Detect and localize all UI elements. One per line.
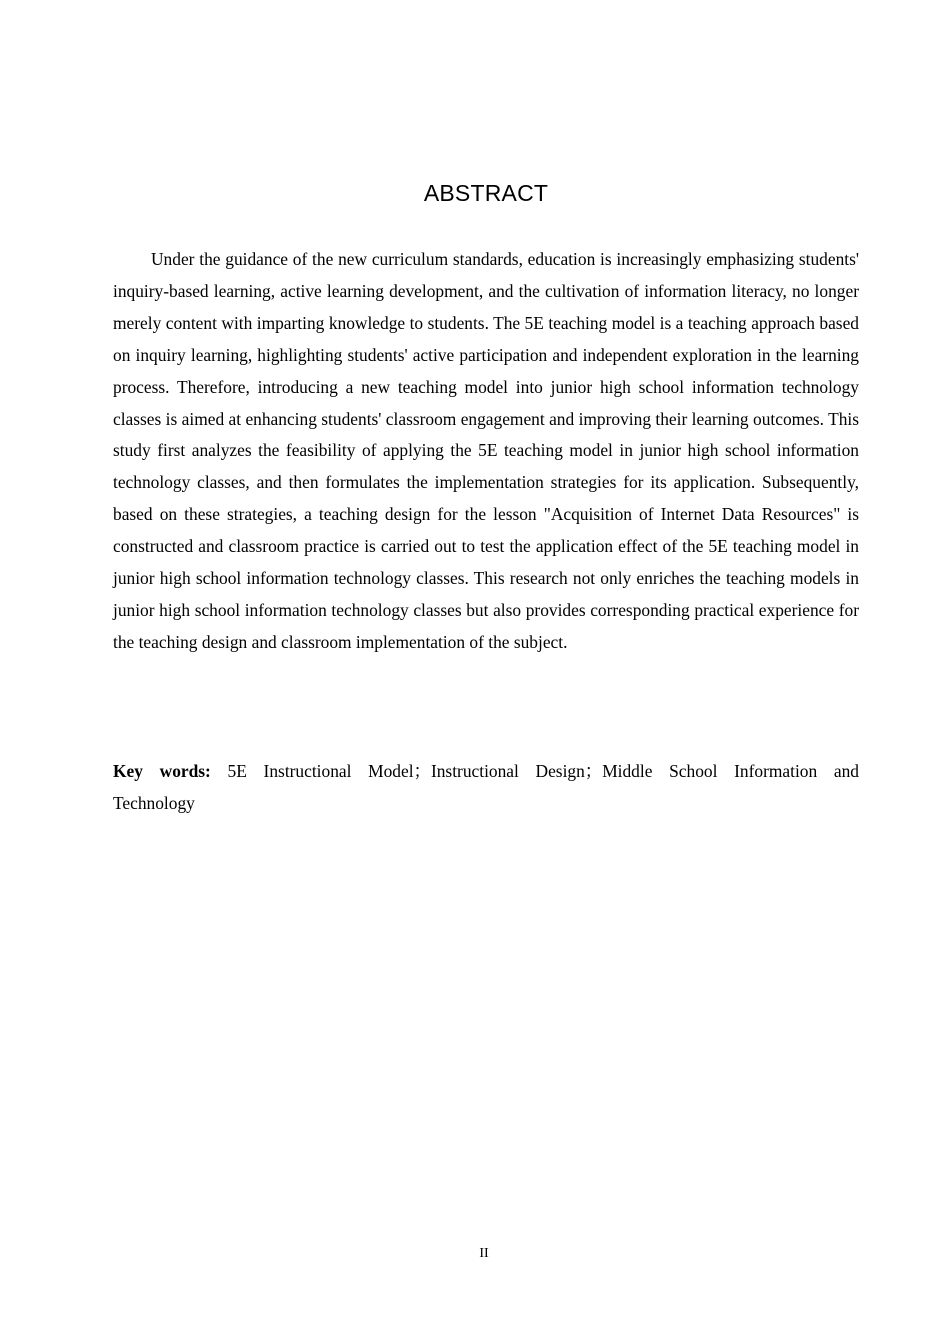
keywords-label: Key words: bbox=[113, 761, 211, 781]
abstract-title: ABSTRACT bbox=[423, 180, 549, 206]
keywords-paragraph bbox=[113, 755, 859, 819]
page-number: II bbox=[479, 1246, 489, 1261]
keywords-text: 5E Instructional Model；Instructional Design；Middle School Information and Technology bbox=[113, 761, 859, 813]
abstract-body: Under the guidance of the new curriculum standards, education is increasingly emphasizing students' inquiry-based learning, active learning development, and the cultivation of information literacy, no longer merely content with imparting knowledge to students. The 5E teaching model is a teaching approach based on inquiry learning, highlighting students' active participation and independent exploration in the learning process. Therefore, introducing a new teaching model into junior high school information technology classes is aimed at enhancing students' classroom engagement and improving their learning outcomes. This study first analyzes the feasibility of applying the 5E teaching model in junior high school information technology classes, and then formulates the implementation strategies for its application. Subsequently, based on these strategies, a teaching design for the lesson "Acquisition of Internet Data Resources" is constructed and classroom practice is carried out to test the application effect of the 5E teaching model in junior high school information technology classes. This research not only enriches the teaching models in junior high school information technology classes but also provides corresponding practical experience for the teaching design and classroom implementation of the subject. bbox=[113, 249, 859, 652]
